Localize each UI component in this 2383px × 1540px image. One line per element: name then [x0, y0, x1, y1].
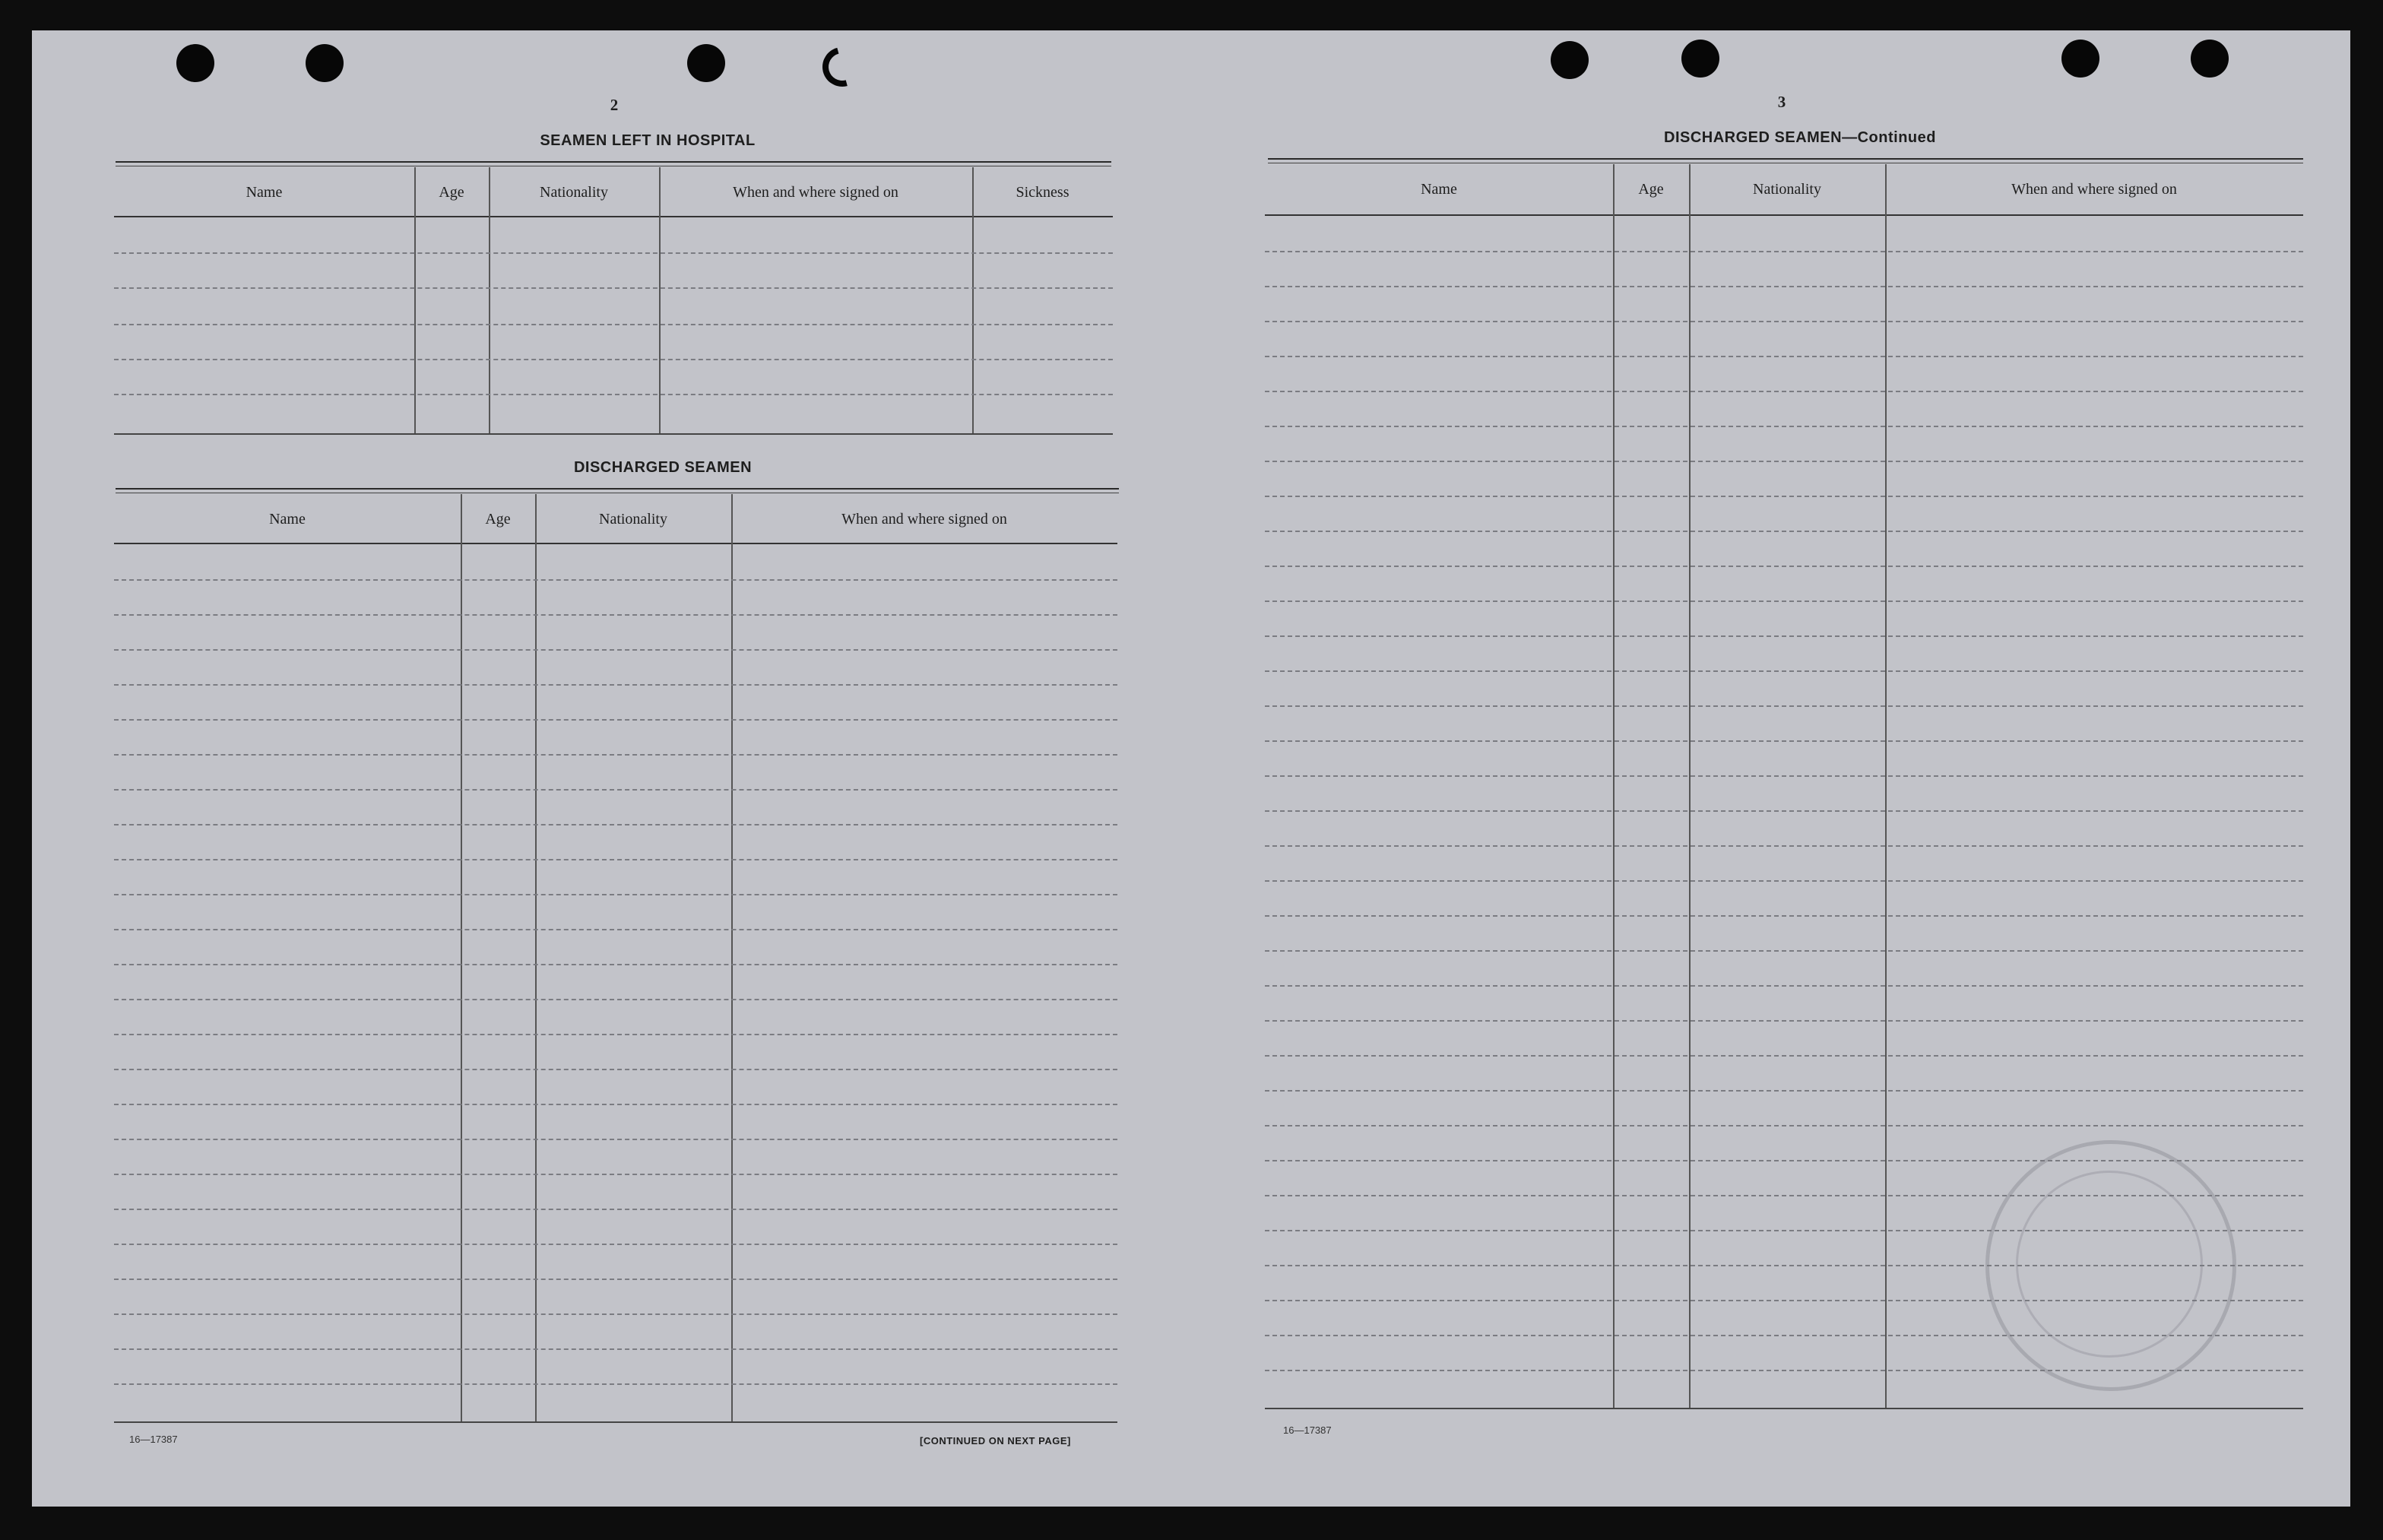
- row-line: [114, 1348, 1117, 1350]
- row-line: [114, 324, 1113, 325]
- column-divider: [731, 494, 733, 1423]
- row-line: [114, 754, 1117, 756]
- row-line: [114, 789, 1117, 791]
- discharged-table-left: [114, 494, 1117, 1423]
- row-line: [1265, 321, 2303, 322]
- row-line: [1265, 880, 2303, 882]
- header-when-where: When and where signed on: [2011, 181, 2177, 198]
- table-bottom-rule: [1265, 1408, 2303, 1409]
- row-line: [1265, 391, 2303, 392]
- row-line: [1265, 356, 2303, 357]
- row-line: [1265, 670, 2303, 672]
- header-nationality: Nationality: [540, 184, 608, 201]
- header-name: Name: [269, 511, 306, 528]
- row-line: [114, 999, 1117, 1000]
- row-line: [114, 859, 1117, 860]
- row-line: [114, 287, 1113, 289]
- header-name: Name: [1421, 181, 1457, 198]
- row-line: [1265, 1055, 2303, 1057]
- punch-hole: [2061, 40, 2099, 78]
- row-line: [114, 719, 1117, 721]
- row-line: [1265, 635, 2303, 637]
- punch-hole: [2191, 40, 2229, 78]
- row-line: [1265, 286, 2303, 287]
- row-line: [1265, 1125, 2303, 1126]
- row-line: [1265, 1090, 2303, 1092]
- discharged-continued-title-suffix: —Continued: [1842, 129, 1936, 146]
- page-number-left: 2: [610, 96, 619, 114]
- row-line: [1265, 705, 2303, 707]
- punch-hole: [1681, 40, 1719, 78]
- punch-hole: [1551, 41, 1589, 79]
- row-line: [1265, 566, 2303, 567]
- punch-hole: [306, 44, 344, 82]
- column-divider: [535, 494, 537, 1423]
- row-line: [1265, 1020, 2303, 1022]
- header-name: Name: [246, 184, 283, 201]
- form-code-right: 16—17387: [1283, 1424, 1332, 1436]
- discharged-title-rule: [116, 488, 1119, 490]
- row-line: [1265, 496, 2303, 497]
- discharged-section-title: DISCHARGED SEAMEN: [573, 459, 753, 476]
- row-line: [114, 1069, 1117, 1070]
- header-when-where: When and where signed on: [841, 511, 1007, 528]
- row-line: [1265, 600, 2303, 602]
- row-line: [114, 964, 1117, 965]
- hospital-table: [114, 167, 1113, 435]
- row-line: [1265, 950, 2303, 952]
- row-line: [1265, 915, 2303, 917]
- row-line: [114, 684, 1117, 686]
- row-line: [114, 1279, 1117, 1280]
- page-number-right: 3: [1777, 93, 1786, 111]
- hospital-section-title: SEAMEN LEFT IN HOSPITAL: [540, 132, 756, 149]
- row-line: [114, 1244, 1117, 1245]
- row-line: [114, 1383, 1117, 1385]
- header-nationality: Nationality: [599, 511, 667, 528]
- row-line: [114, 1174, 1117, 1175]
- header-sickness: Sickness: [1016, 184, 1069, 201]
- row-line: [1265, 775, 2303, 777]
- hospital-title-rule: [116, 161, 1111, 163]
- row-line: [114, 614, 1117, 616]
- header-age: Age: [485, 511, 511, 528]
- row-line: [1265, 845, 2303, 847]
- row-line: [114, 359, 1113, 360]
- row-line: [1265, 740, 2303, 742]
- column-divider: [1613, 164, 1615, 1409]
- row-line: [114, 579, 1117, 581]
- row-line: [114, 1104, 1117, 1105]
- discharged-continued-title: [1458, 129, 2142, 147]
- header-nationality: Nationality: [1753, 181, 1821, 198]
- punch-hole: [687, 44, 725, 82]
- punch-hole: [176, 44, 214, 82]
- table-bottom-rule: [114, 1421, 1117, 1423]
- row-line: [114, 252, 1113, 254]
- row-line: [114, 394, 1113, 395]
- row-line: [1265, 251, 2303, 252]
- row-line: [114, 824, 1117, 825]
- row-line: [1265, 810, 2303, 812]
- table-bottom-rule: [114, 433, 1113, 435]
- row-line: [114, 1139, 1117, 1140]
- row-line: [114, 1313, 1117, 1315]
- column-divider: [461, 494, 462, 1423]
- punch-hole: [815, 40, 869, 93]
- column-divider: [1689, 164, 1691, 1409]
- row-line: [1265, 426, 2303, 427]
- row-line: [1265, 531, 2303, 532]
- row-line: [114, 929, 1117, 930]
- header-age: Age: [1638, 181, 1664, 198]
- document-sheet: [32, 30, 2350, 1507]
- row-line: [1265, 985, 2303, 987]
- row-line: [114, 894, 1117, 895]
- header-when-where: When and where signed on: [733, 184, 898, 201]
- continued-note: [CONTINUED ON NEXT PAGE]: [920, 1435, 1071, 1447]
- row-line: [1265, 461, 2303, 462]
- header-age: Age: [439, 184, 464, 201]
- faded-stamp-mark-inner: [2016, 1171, 2203, 1358]
- row-line: [114, 1209, 1117, 1210]
- row-line: [114, 649, 1117, 651]
- discharged-continued-title-rule: [1268, 158, 2303, 160]
- column-divider: [1885, 164, 1887, 1409]
- discharged-continued-title-main: DISCHARGED SEAMEN: [1664, 129, 1843, 146]
- form-code-left: 16—17387: [129, 1434, 178, 1445]
- row-line: [114, 1034, 1117, 1035]
